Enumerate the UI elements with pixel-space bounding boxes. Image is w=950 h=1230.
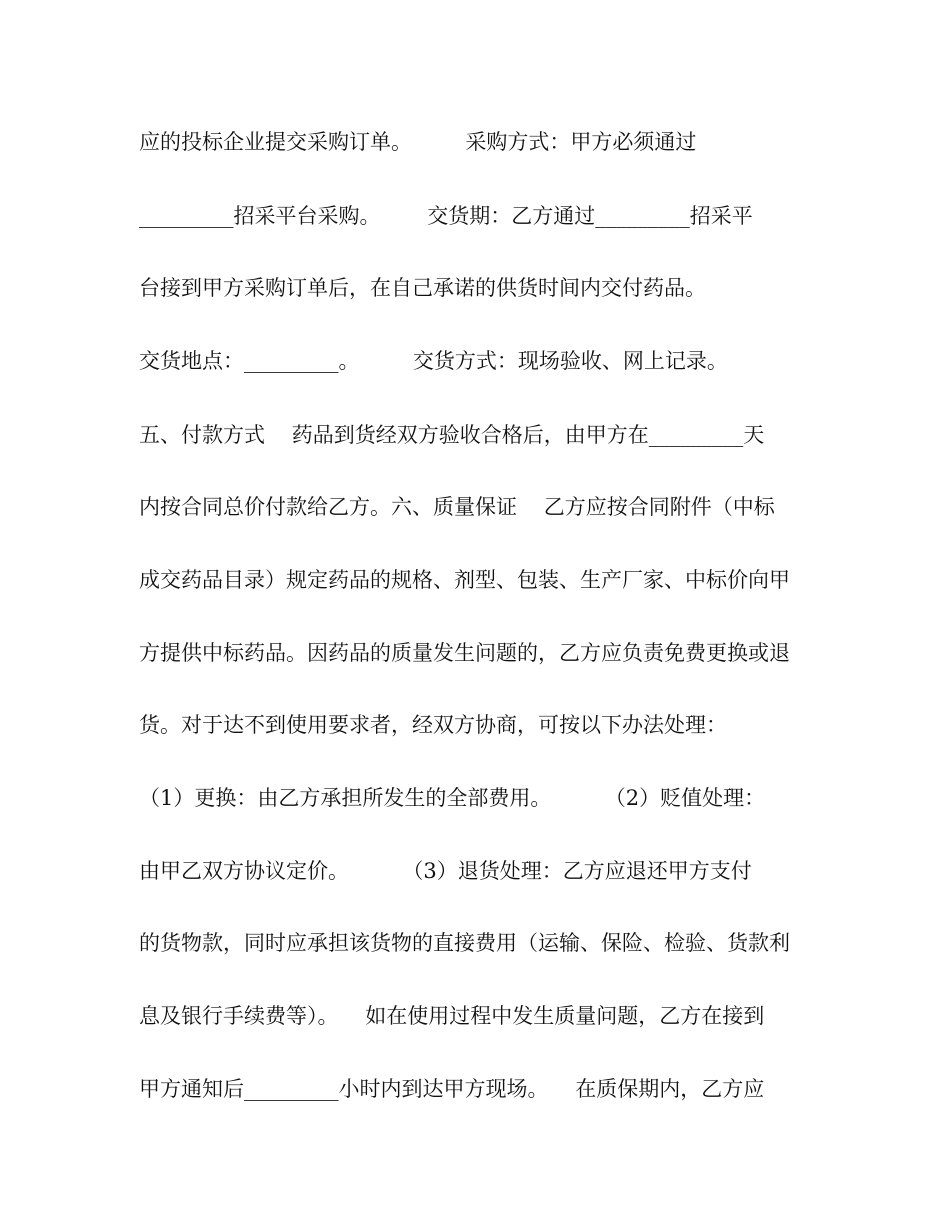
text-line: 台接到甲方采购订单后，在自己承诺的供货时间内交付药品。	[139, 276, 706, 300]
text-line: 交货地点：_________。 交货方式：现场验收、网上记录。	[139, 349, 728, 373]
text-line: 甲方通知后_________小时内到达甲方现场。 在质保期内，乙方应	[139, 1077, 765, 1101]
text-line: 息及银行手续费等）。 如在使用过程中发生质量问题，乙方在接到	[139, 1004, 765, 1028]
text-line: 五、付款方式 药品到货经双方验收合格后，由甲方在_________天	[139, 423, 765, 447]
text-line: 成交药品目录）规定药品的规格、剂型、包装、生产厂家、中标价向甲	[139, 568, 790, 592]
text-line: 内按合同总价付款给乙方。六、质量保证 乙方应按合同附件（中标	[139, 495, 775, 519]
text-line: 应的投标企业提交采购订单。 采购方式：甲方必须通过	[139, 130, 697, 154]
text-line: （1）更换：由乙方承担所发生的全部费用。 （2）贬值处理：	[139, 786, 766, 810]
text-line: 方提供中标药品。因药品的质量发生问题的，乙方应负责免费更换或退	[139, 641, 790, 665]
text-line: _________招采平台采购。 交货期：乙方通过_________招采平	[139, 204, 753, 228]
text-line: 的货物款，同时应承担该货物的直接费用（运输、保险、检验、货款利	[139, 931, 790, 955]
text-line: 由甲乙双方协议定价。 （3）退货处理：乙方应退还甲方支付	[139, 859, 752, 883]
text-line: 货。对于达不到使用要求者，经双方协商，可按以下办法处理：	[139, 713, 727, 737]
